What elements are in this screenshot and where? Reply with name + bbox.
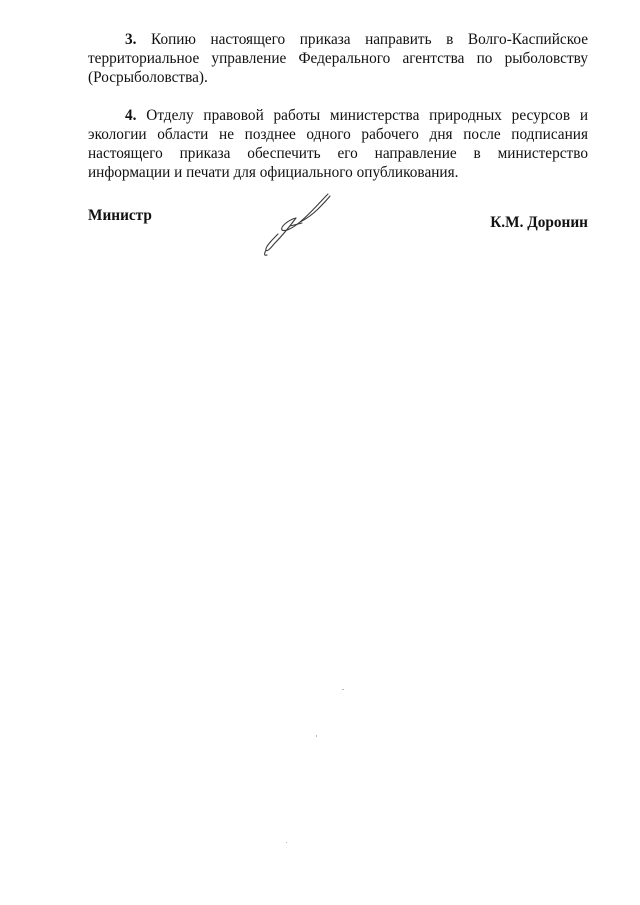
- scan-speck: [316, 735, 317, 737]
- paragraph-4-number: 4.: [125, 107, 137, 124]
- paragraph-3-number: 3.: [125, 31, 137, 48]
- paragraph-4-text: Отделу правовой работы министерства природных ресурсов и экологии области не позднее одного рабочего дня после подписания настоящего приказа обеспечить его направление в министерство информации и печати для официального опубликования.: [88, 107, 589, 181]
- signatory-role: Министр: [88, 207, 152, 224]
- signatory-name: К.М. Доронин: [490, 214, 588, 231]
- paragraph-3: [88, 30, 588, 87]
- scan-speck: [286, 842, 287, 843]
- document-body: [88, 30, 588, 182]
- paragraph-4: [88, 106, 588, 182]
- scan-speck: [342, 689, 344, 690]
- signature-block: [88, 206, 588, 266]
- paragraph-3-text: Копию настоящего приказа направить в Волго-Каспийское территориальное управление Федерального агентства по рыболовству (Росрыболовства).: [88, 31, 588, 86]
- handwritten-signature: [260, 192, 340, 262]
